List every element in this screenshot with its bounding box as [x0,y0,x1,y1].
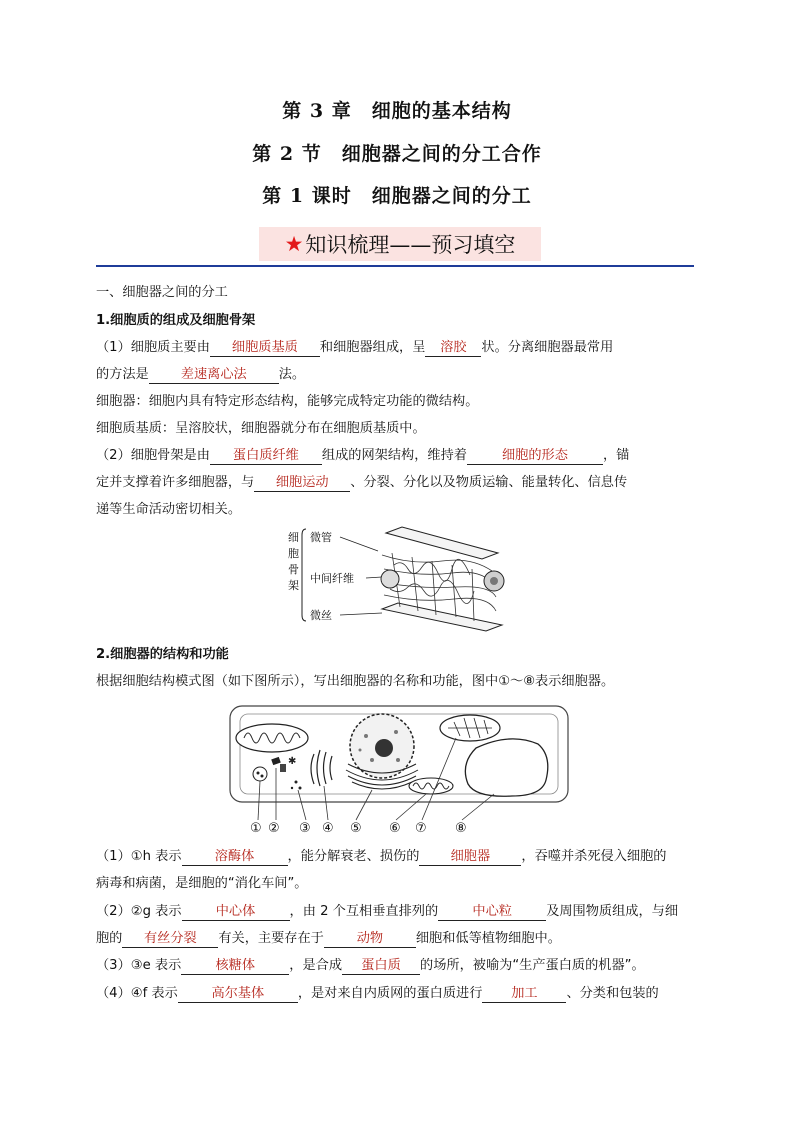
lysosome-shape [253,767,267,781]
part1-heading: 一、细胞器之间的分工 [96,285,228,300]
answer-blank[interactable]: 蛋白质纤维 [210,447,322,465]
question-1-line1: （1）①h 表示 溶酶体 ，能分解衰老、损伤的 细胞器 ，吞噬并杀死侵入细胞的 [96,849,667,864]
answer-blank[interactable]: 溶酶体 [182,848,288,866]
answer-blank[interactable]: 细胞质基质 [210,339,320,357]
label-microfilament: 微丝 [310,609,332,622]
organelle-number: ⑤ [350,821,362,836]
answer-blank[interactable]: 细胞的形态 [467,447,603,465]
subheading-1: 1.细胞质的组成及细胞骨架 [96,313,256,328]
definition-organelle: 细胞器：细胞内具有特定形态结构，能够完成特定功能的微结构。 [96,394,479,409]
question-1-line2: 病毒和病菌，是细胞的“消化车间”。 [96,876,308,891]
definition-cytosol: 细胞质基质：呈溶胶状，细胞器就分布在细胞质基质中。 [96,421,426,436]
banner-text: 知识梳理——预习填空 [305,233,516,257]
section-banner [259,227,541,261]
skeleton-bracket-char: 细 [288,531,299,544]
paragraph-2-line2: 定并支撑着许多细胞器，与 细胞运动 、分裂、分化以及物质运输、能量转化、信息传 [96,475,628,490]
organelle-number: ③ [299,821,311,836]
question-2-line1: （2）②g 表示 中心体 ，由 2 个互相垂直排列的 中心粒 及周围物质组成，与细 [96,904,679,919]
mitochondrion-shape [236,724,308,752]
question-4: （4）④f 表示 高尔基体 ，是对来自内质网的蛋白质进行 加工 、分类和包装的 [96,986,659,1001]
cell-structure-diagram [226,698,574,838]
cytoskeleton-diagram [282,525,522,637]
answer-blank[interactable]: 蛋白质 [342,957,420,975]
organelle-number: ⑧ [455,821,467,836]
label-microtubule: 微管 [310,531,332,544]
organelle-number: ⑦ [415,821,427,836]
answer-blank[interactable]: 高尔基体 [178,985,298,1003]
svg-text:✱: ✱ [288,756,297,767]
vacuole-shape [465,739,547,796]
lesson-title: 第 1 课时 细胞器之间的分工 [262,185,532,207]
skeleton-bracket-char: 架 [288,579,299,592]
answer-blank[interactable]: 溶胶 [425,339,481,357]
answer-blank[interactable]: 中心粒 [438,903,546,921]
section-title: 第 2 节 细胞器之间的分工合作 [252,143,542,165]
divider-rule [96,265,694,267]
answer-blank[interactable]: 动物 [324,930,416,948]
organelle-number: ⑥ [389,821,401,836]
answer-blank[interactable]: 中心体 [182,903,290,921]
star-icon: ★ [284,232,304,256]
cell-figure-intro: 根据细胞结构模式图（如下图所示），写出细胞器的名称和功能，图中①～⑧表示细胞器。 [96,674,615,689]
question-3: （3）③e 表示 核糖体 ，是合成 蛋白质 的场所，被喻为“生产蛋白质的机器”。 [96,958,645,973]
organelle-number: ① [250,821,262,836]
skeleton-bracket-char: 胞 [288,547,299,560]
ribosome-shape [295,781,298,784]
bracket-shape [302,529,306,621]
answer-blank[interactable]: 差速离心法 [149,366,279,384]
paragraph-2-line1: （2）细胞骨架是由 蛋白质纤维 组成的网架结构，维持着 细胞的形态 ，锚 [96,448,630,463]
paragraph-1-line1: （1）细胞质主要由 细胞质基质 和细胞器组成，呈 溶胶 状。分离细胞器最常用 [96,340,614,355]
paragraph-1-line2: 的方法是 差速离心法 法。 [96,367,306,382]
answer-blank[interactable]: 核糖体 [181,957,289,975]
question-2-line2: 胞的 有丝分裂 有关，主要存在于 动物 细胞和低等植物细胞中。 [96,931,561,946]
answer-blank[interactable]: 有丝分裂 [122,930,218,948]
chapter-title: 第 3 章 细胞的基本结构 [282,100,512,122]
answer-blank[interactable]: 加工 [482,985,566,1003]
organelle-number: ④ [322,821,334,836]
organelle-number: ② [268,821,280,836]
answer-blank[interactable]: 细胞器 [419,848,521,866]
subheading-2: 2.细胞器的结构和功能 [96,647,229,662]
answer-blank[interactable]: 细胞运动 [254,474,350,492]
paragraph-2-line3: 递等生命活动密切相关。 [96,502,242,517]
skeleton-bracket-char: 骨 [288,563,299,576]
label-intermediate-filament: 中间纤维 [310,572,354,585]
